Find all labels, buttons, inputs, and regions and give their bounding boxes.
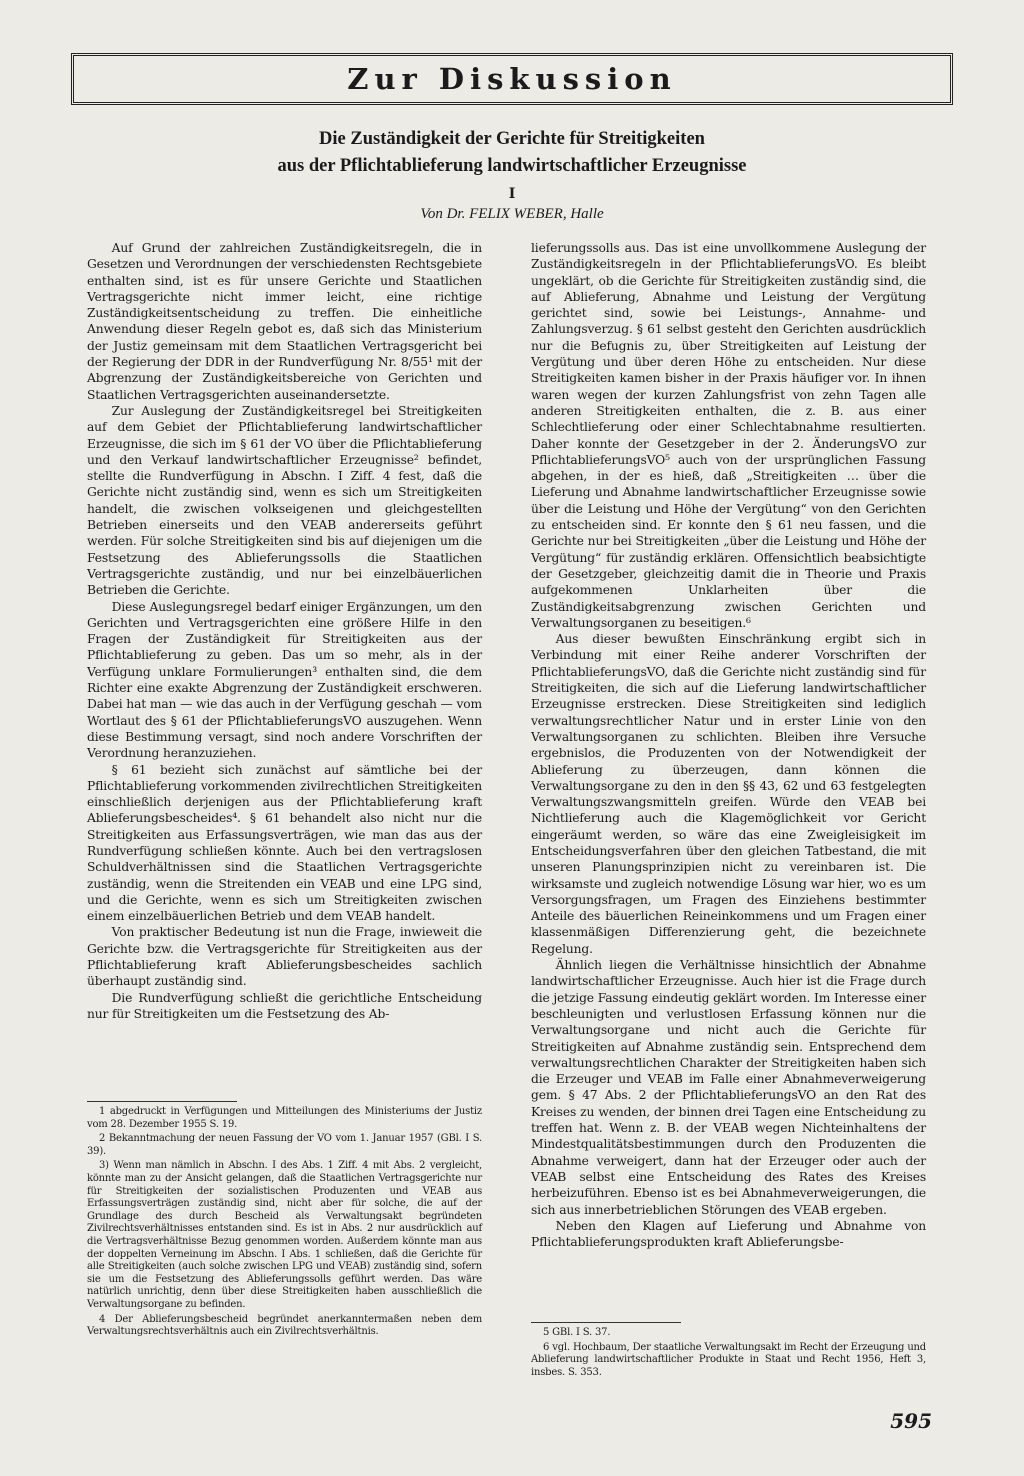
paragraph: § 61 bezieht sich zunächst auf sämtliche bei der Pflichtablieferung vorkommenden zivilrechtlichen Streitigkeiten einschließlich derjenigen aus der Pflichtablieferung kraft Ablieferungsbescheides⁴. § 61 behandelt also nicht nur die Streitigkeiten aus Erfassungsverträgen, wie man das aus der Rundverfügung schließen könnte. Auch bei den vertragslosen Schuldverhältnissen sind die Staatlichen Vertragsgerichte zuständig, wenn die Streitenden ein VEAB und eine LPG sind, und die Gerichte, wenn es sich um Streitigkeiten zwischen einem einzelbäuerlichen Betrieb und dem VEAB handelt.: [87, 762, 482, 924]
right-column: [531, 240, 926, 1250]
paragraph: Von praktischer Bedeutung ist nun die Frage, inwieweit die Gerichte bzw. die Vertragsgerichte für Streitigkeiten aus der Pflichtablieferung kraft Ablieferungsbescheides sachlich überhaupt zuständig sind.: [87, 925, 482, 989]
article-title-line-2: aus der Pflichtablieferung landwirtschaftlicher Erzeugnisse: [277, 156, 747, 176]
footnote: 6 vgl. Hochbaum, Der staatliche Verwaltungsakt im Recht der Erzeugung und Ablieferung landwirtschaftlicher Produkte in Staat und Recht 1956, Heft 3, insbes. S. 353.: [531, 1341, 926, 1378]
article-author: Von Dr. FELIX WEBER, Halle: [420, 206, 604, 222]
paragraph: lieferungssolls aus. Das ist eine unvollkommene Auslegung der Zuständigkeitsregeln in der PflichtablieferungsVO. Es bleibt ungeklärt, ob die Gerichte für Streitigkeiten zuständig sind, die auf Ablieferung, Abnahme und Leistung der Vergütung gerichtet sind, sowie bei Leistungs-, Annahme- und Zahlungsverzug. § 61 selbst gesteht den Gerichten ausdrücklich nur die Befugnis zu, über Streitigkeiten auf Leistung der Vergütung und über deren Höhe zu entscheiden. Nur diese Streitigkeiten kamen bisher in der Praxis häufiger vor. In ihnen waren wegen der kurzen Zahlungsfrist von zehn Tagen alle anderen Streitigkeiten enthalten, die z. B. aus einer Schlechtlieferung oder einer Schlechtabnahme resultierten. Daher konnte der Gesetzgeber in der 2. ÄnderungsVO zur PflichtablieferungsVO⁵ auch von der ursprünglichen Fassung abgehen, in der es hieß, daß „Streitigkeiten … über die Lieferung und Abnahme landwirtschaftlicher Erzeugnisse sowie über die Leistung und Höhe der Vergütung“ von den Gerichten zu entscheiden sind. Er konnte den § 61 neu fassen, und die Gerichte nur bei Streitigkeiten „über die Leistung und Höhe der Vergütung“ für zuständig erklären. Offensichtlich beabsichtigte der Gesetzgeber, gleichzeitig damit die in Theorie und Praxis aufgekommenen Unklarheiten über die Zuständigkeitsabgrenzung zwischen Gerichten und Verwaltungsorganen zu beseitigen.⁶: [531, 241, 926, 630]
footnote: 1 abgedruckt in Verfügungen und Mitteilungen des Ministeriums der Justiz vom 28. Dezember 1955 S. 19.: [87, 1106, 482, 1130]
article-part-number: I: [508, 186, 516, 202]
paragraph: Ähnlich liegen die Verhältnisse hinsichtlich der Abnahme landwirtschaftlicher Erzeugnisse. Auch hier ist die Frage durch die jetzige Fassung eindeutig geklärt worden. Im Interesse einer beschleunigten und verlustlosen Erfassung können nur die Verwaltungsorgane und nicht auch die Gerichte für Streitigkeiten auf Abnahme zuständig sein. Entsprechend dem verwaltungsrechtlichen Charakter der Streitigkeiten haben sich die Erzeuger und VEAB im Falle einer Abnahmeverweigerung gem. § 47 Abs. 2 der PflichtablieferungsVO an den Rat des Kreises zu wenden, der binnen drei Tagen eine Entscheidung zu treffen hat. Wenn z. B. der VEAB wegen Nichteinhaltens der Mindestqualitätsbestimmungen durch den Produzenten die Abnahme verweigert, dann hat der Erzeuger oder auch der VEAB selbst eine Entscheidung des Rates des Kreises herbeizuführen. Ebenso ist es bei Abnahmeverweigerungen, die sich aus innerbetrieblichen Störungen des VEAB ergeben.: [531, 958, 926, 1217]
paragraph: Zur Auslegung der Zuständigkeitsregel bei Streitigkeiten auf dem Gebiet der Pflichtablieferung landwirtschaftlicher Erzeugnisse, die sich im § 61 der VO über die Pflichtablieferung und den Verkauf landwirtschaftlicher Erzeugnisse² befindet, stellte die Rundverfügung in Abschn. I Ziff. 4 fest, daß die Gerichte nicht zuständig sind, wenn es sich um Streitigkeiten handelt, die zwischen volkseigenen und gleichgestellten Betrieben einerseits und den VEAB andererseits geführt werden. Für solche Streitigkeiten sind bis auf diejenigen um die Festsetzung des Ablieferungssolls die Staatlichen Vertragsgerichte zuständig, und nur bei einzelbäuerlichen Betrieben die Gerichte.: [87, 403, 482, 598]
footnote: 2 Bekanntmachung der neuen Fassung der VO vom 1. Januar 1957 (GBl. I S. 39).: [87, 1133, 482, 1157]
footnotes-left: [87, 1106, 482, 1341]
footnote-divider: [87, 1101, 237, 1102]
left-column: [87, 240, 482, 1022]
paragraph: Diese Auslegungsregel bedarf einiger Ergänzungen, um den Gerichten und Vertragsgerichten eine größere Hilfe in den Fragen der Zuständigkeit für Streitigkeiten aus der Pflichtablieferung zu geben. Das um so mehr, als in der Verfügung unklare Formulierungen³ enthalten sind, die dem Richter eine exakte Abgrenzung der Zuständigkeit erschweren. Dabei hat man — wie das auch in der Verfügung geschah — vom Wortlaut des § 61 der PflichtablieferungsVO auszugehen. Wenn diese Bestimmung versagt, sind noch andere Vorschriften der Verordnung heranzuziehen.: [87, 599, 482, 761]
article-title-line-1: Die Zuständigkeit der Gerichte für Streitigkeiten: [319, 129, 705, 149]
paragraph: Auf Grund der zahlreichen Zuständigkeitsregeln, die in Gesetzen und Verordnungen der verschiedensten Rechtsgebiete enthalten sind, ist es für unsere Gerichte und Staatlichen Vertragsgerichte nicht immer leicht, eine richtige Zuständigkeitsentscheidung zu treffen. Die einheitliche Anwendung dieser Regeln gebot es, daß sich das Ministerium der Justiz gemeinsam mit dem Staatlichen Vertragsgericht bei der Regierung der DDR in der Rundverfügung Nr. 8/55¹ mit der Abgrenzung der Zuständigkeitsbereiche von Gerichten und Staatlichen Vertragsgerichten auseinandersetzte.: [87, 241, 482, 402]
section-title: Zur Diskussion: [347, 62, 677, 96]
paragraph: Die Rundverfügung schließt die gerichtliche Entscheidung nur für Streitigkeiten um die Festsetzung des Ab-: [87, 990, 482, 1021]
paragraph: Neben den Klagen auf Lieferung und Abnahme von Pflichtablieferungsprodukten kraft Ablieferungsbe-: [531, 1218, 926, 1250]
page-number: 595: [890, 1409, 932, 1433]
footnote: 3) Wenn man nämlich in Abschn. I des Abs. 1 Ziff. 4 mit Abs. 2 vergleicht, könnte man zu der Ansicht gelangen, daß die Staatlichen Vertragsgerichte nur für Streitigkeiten der sozialistischen Produzenten und VEAB aus Erfassungsverträgen zuständig sind, nicht aber für solche, die auf der Grundlage des durch Bescheid als Verwaltungsakt begründeten Zivilrechtsverhältnisses entstanden sind. Es ist in Abs. 2 nur ausdrücklich auf die Vertragsverhältnisse Bezug genommen worden. Außerdem könnte man aus der doppelten Verneinung im Abschn. I Abs. 1 schließen, daß die Gerichte für alle Streitigkeiten (auch solche zwischen LPG und VEAB) zuständig sind, sofern sie um die Festsetzung des Ablieferungssolls geführt werden. Das wäre natürlich unrichtig, denn über diese Streitigkeiten haben ausschließlich die Verwaltungsorgane zu befinden.: [87, 1160, 482, 1310]
article-title: [110, 126, 914, 180]
footnotes-right: [531, 1327, 926, 1381]
footnote-divider: [531, 1322, 681, 1323]
section-banner: [71, 53, 953, 105]
paragraph: Aus dieser bewußten Einschränkung ergibt sich in Verbindung mit einer Reihe anderer Vorschriften der PflichtablieferungsVO, daß die Gerichte nicht zuständig sind für Streitigkeiten, die sich auf die Lieferung landwirtschaftlicher Erzeugnisse erstrecken. Diese Streitigkeiten sind lediglich verwaltungsrechtlicher Natur und in erster Linie von den Verwaltungsorganen zu schlichten. Bleiben ihre Versuche ergebnislos, die Produzenten von der Notwendigkeit der Ablieferung zu überzeugen, dann können die Verwaltungsorgane zu den in den §§ 43, 62 und 63 festgelegten Verwaltungszwangsmitteln greifen. Würde den VEAB bei Nichtlieferung auch die Klagemöglichkeit vor Gericht eingeräumt werden, so wäre das eine Zweigleisigkeit im Entscheidungsverfahren über den gleichen Tatbestand, die mit unseren Planungsprinzipien nicht zu vereinbaren ist. Die wirksamste und zugleich notwendige Lösung war hier, wo es um Versorgungsfragen, um Fragen des Einziehens bestimmter Anteile des bäuerlichen Reineinkommens und um Fragen einer klassenmäßigen Differenzierung geht, die bezeichnete Regelung.: [531, 632, 926, 956]
footnote: 5 GBl. I S. 37.: [543, 1327, 611, 1338]
footnote: 4 Der Ablieferungsbescheid begründet anerkanntermaßen neben dem Verwaltungsrechtsverhältnis auch ein Zivilrechtsverhältnis.: [87, 1313, 482, 1338]
